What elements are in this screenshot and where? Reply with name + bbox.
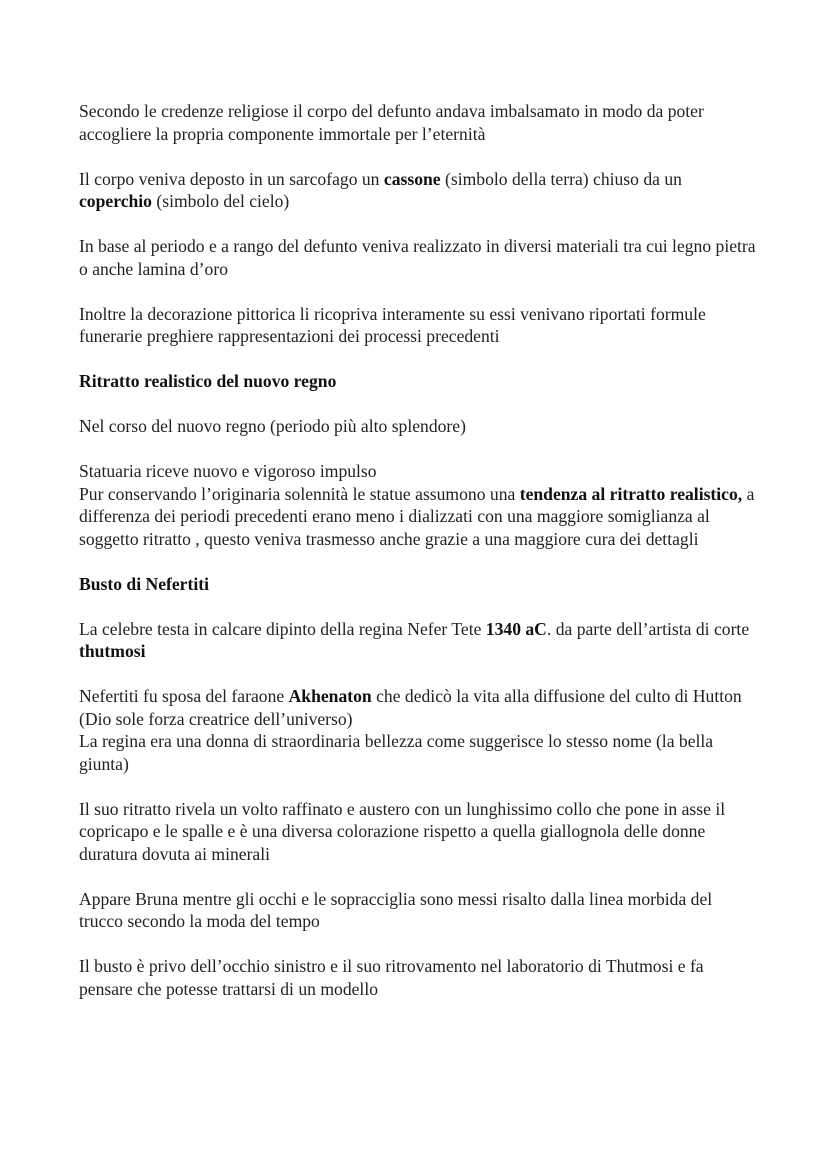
document-body: [79, 100, 759, 1023]
paragraph-embalming: Secondo le credenze religiose il corpo del defunto andava imbalsamato in modo da poter accogliere la propria componente immortale per l’eternità: [79, 101, 704, 144]
paragraph-realistic-tendency: [79, 483, 759, 551]
paragraph-materials: In base al periodo e a rango del defunto veniva realizzato in diversi materiali tra cui legno pietra o anche lamina d’oro: [79, 236, 756, 279]
section-heading-realistic-portrait: Ritratto realistico del nuovo regno: [79, 371, 337, 391]
paragraph-queen-beauty: La regina era una donna di straordinaria bellezza come suggerisce lo stesso nome (la bella giunta): [79, 731, 714, 774]
bold-term-akhenaton: Akhenaton: [288, 686, 372, 706]
text-run: che dedicò la vita alla diffusione del culto di Hutton (Dio sole forza creatrice dell’universo): [79, 686, 742, 729]
bold-term-realistic-portrait: tendenza al ritratto realistico,: [519, 483, 743, 504]
bold-term-date: 1340 aC: [485, 618, 547, 639]
paragraph-decoration: Inoltre la decorazione pittorica li ricopriva interamente su essi venivano riportati formule funerarie preghiere rappresentazioni dei processi precedenti: [79, 303, 706, 346]
paragraph-statuary: Statuaria riceve nuovo e vigoroso impulso: [79, 461, 377, 481]
text-run: (simbolo del cielo): [151, 191, 290, 211]
text-run: a differenza dei periodi precedenti erano meno i dializzati con una maggiore somiglianza al soggetto ritratto , questo veniva trasmesso anche grazie a una maggiore cura dei dettagli: [79, 483, 755, 549]
text-run: Il corpo veniva deposto in un sarcofago un: [79, 168, 384, 189]
paragraph-missing-eye: Il busto è privo dell’occhio sinistro e il suo ritrovamento nel laboratorio di Thutmosi e fa pensare che potesse trattarsi di un modello: [79, 956, 704, 999]
text-run: (simbolo della terra) chiuso da un: [440, 168, 682, 189]
paragraph-new-kingdom: Nel corso del nuovo regno (periodo più alto splendore): [79, 416, 466, 436]
bold-term-cassone: cassone: [383, 168, 441, 189]
text-run: . da parte dell’artista di corte: [546, 618, 750, 639]
text-run: Pur conservando l’originaria solennità le statue assumono una: [79, 483, 520, 504]
text-run: La celebre testa in calcare dipinto della regina Nefer Tete: [79, 618, 486, 639]
paragraph-limestone-head: [79, 618, 759, 663]
paragraph-akhenaton: [79, 685, 759, 730]
section-heading-nefertiti: Busto di Nefertiti: [79, 573, 209, 594]
bold-term-thutmosi: thutmosi: [79, 641, 146, 661]
paragraph-makeup: Appare Bruna mentre gli occhi e le sopracciglia sono messi risalto dalla linea morbida del trucco secondo la moda del tempo: [79, 888, 713, 931]
paragraph-portrait-description: Il suo ritratto rivela un volto raffinato e austero con un lunghissimo collo che pone in asse il copricapo e le spalle e è una diversa colorazione rispetto a quella giallognola delle donne duratura dovuta ai minerali: [79, 798, 726, 864]
bold-term-coperchio: coperchio: [79, 191, 152, 211]
text-run: Nefertiti fu sposa del faraone: [79, 686, 289, 706]
paragraph-sarcophagus: [79, 168, 759, 213]
